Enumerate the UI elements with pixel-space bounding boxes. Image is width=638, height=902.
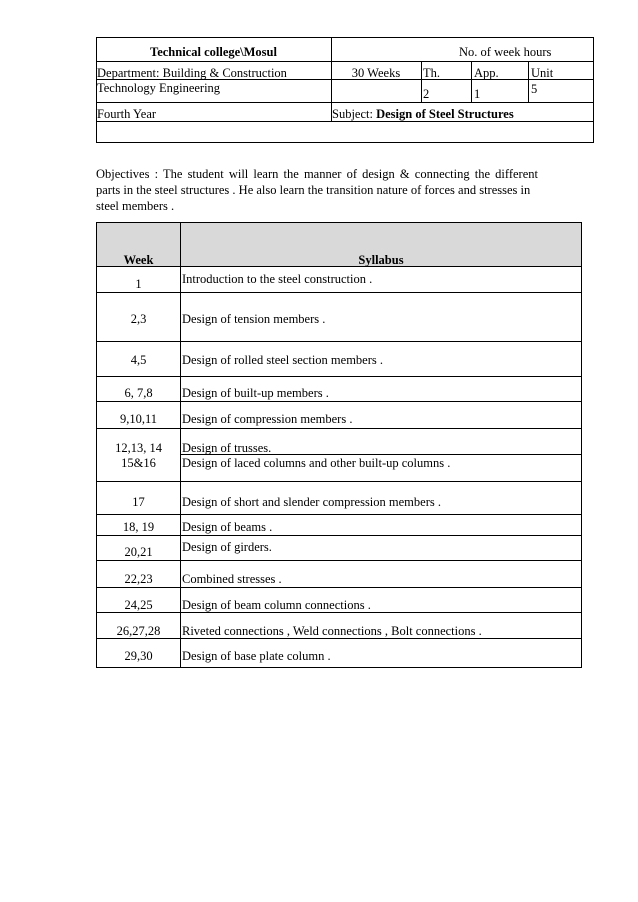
- objectives-line-1: Objectives : The student will learn the manner of design & connecting the different: [96, 167, 538, 181]
- header-syllabus: Syllabus: [358, 253, 404, 267]
- topic-cell: Design of tension members .: [182, 312, 326, 326]
- topic-cell: Design of girders.: [182, 540, 272, 554]
- table-border: [421, 61, 422, 102]
- topic-cell: Combined stresses .: [182, 572, 282, 586]
- week-cell: 22,23: [124, 572, 153, 586]
- table-border: [471, 61, 472, 102]
- theory-label: Th.: [423, 66, 441, 80]
- topic-cell: Design of short and slender compression members .: [182, 495, 441, 509]
- row-line: [96, 428, 582, 429]
- table-border: [581, 222, 582, 667]
- week-cell: 12,13, 14: [115, 441, 162, 455]
- subject-line: [332, 107, 514, 121]
- objectives-line-2: parts in the steel structures . He also learn the transition nature of forces and stresses in: [96, 183, 531, 197]
- week-cell: 9,10,11: [119, 412, 158, 426]
- row-line: [96, 401, 582, 402]
- week-hours-label: No. of week hours: [459, 45, 552, 59]
- table-border: [96, 102, 594, 103]
- table-border: [96, 37, 594, 38]
- row-line: [96, 638, 582, 639]
- topic-cell: Riveted connections , Weld connections , Bolt connections .: [182, 624, 482, 638]
- week-cell: 26,27,28: [116, 624, 161, 638]
- row-line: [96, 587, 582, 588]
- table-border: [96, 142, 594, 143]
- year-label: Fourth Year: [97, 107, 157, 121]
- program-name: Technology Engineering: [97, 81, 221, 95]
- row-line: [96, 514, 582, 515]
- week-cell: 6, 7,8: [124, 386, 153, 400]
- applied-value: 1: [474, 87, 481, 101]
- row-line: [96, 292, 582, 293]
- topic-cell: Design of rolled steel section members .: [182, 353, 383, 367]
- topic-cell: Design of trusses.: [182, 441, 272, 455]
- week-cell: 1: [135, 277, 142, 291]
- applied-label: App.: [474, 66, 499, 80]
- table-border: [528, 61, 529, 102]
- week-cell: 17: [132, 495, 145, 509]
- department-label: Department: Building & Construction: [97, 66, 287, 80]
- row-line: [96, 667, 582, 668]
- topic-cell: Introduction to the steel construction .: [182, 272, 373, 286]
- row-line: [96, 560, 582, 561]
- row-line: [96, 612, 582, 613]
- topic-cell: Design of compression members .: [182, 412, 353, 426]
- table-border: [593, 37, 594, 142]
- topic-cell: Design of built-up members .: [182, 386, 329, 400]
- topic-cell: Design of laced columns and other built-up columns .: [182, 456, 451, 470]
- objectives-line-3: steel members .: [96, 199, 175, 213]
- row-line: [96, 341, 582, 342]
- college-name: Technical college\Mosul: [150, 45, 277, 59]
- week-cell: 4,5: [130, 353, 147, 367]
- week-cell: 24,25: [124, 598, 153, 612]
- row-line: [96, 535, 582, 536]
- week-cell: 29,30: [124, 649, 153, 663]
- week-cell: 15&16: [121, 456, 156, 470]
- topic-cell: Design of beams .: [182, 520, 273, 534]
- table-border: [96, 61, 594, 62]
- topic-cell: Design of base plate column .: [182, 649, 331, 663]
- header-week: Week: [123, 253, 154, 267]
- subject-name: Design of Steel Structures: [376, 107, 514, 121]
- weeks-count: 30 Weeks: [351, 66, 401, 80]
- subject-label: Subject:: [332, 107, 377, 121]
- row-line: [96, 376, 582, 377]
- week-cell: 18, 19: [122, 520, 155, 534]
- topic-cell: Design of beam column connections .: [182, 598, 371, 612]
- week-cell: 20,21: [124, 545, 153, 559]
- row-line: [96, 481, 582, 482]
- table-border: [96, 222, 582, 223]
- theory-value: 2: [423, 87, 430, 101]
- unit-label: Unit: [531, 66, 554, 80]
- table-border: [180, 222, 181, 667]
- week-cell: 2,3: [130, 312, 147, 326]
- unit-value: 5: [531, 82, 538, 96]
- table-border: [96, 121, 594, 122]
